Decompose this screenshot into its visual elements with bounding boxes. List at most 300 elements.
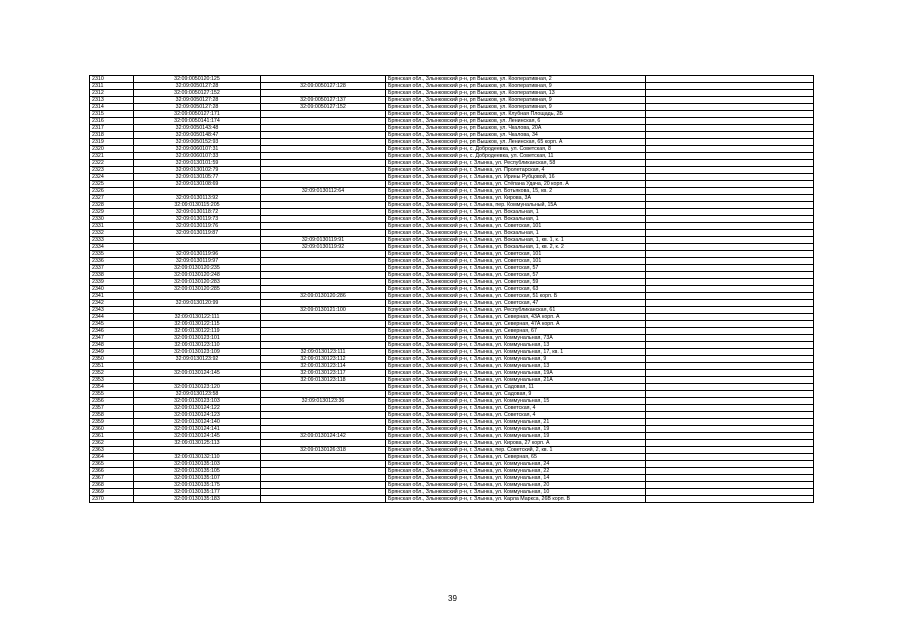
table-row <box>90 90 814 97</box>
address-cell: Брянская обл., Злынковский р-н, г. Злынка, ул. Советская, 101 <box>386 223 646 230</box>
cadastral-number-cell: 32:09:0130101:59 <box>134 160 261 167</box>
table-row <box>90 244 814 251</box>
address-cell: Брянская обл., Злынковский р-н, г. Злынка, ул. Советская, 47 <box>386 300 646 307</box>
row-number-cell: 2338 <box>90 272 134 279</box>
table-row <box>90 97 814 104</box>
cadastral-number-cell: 32:09:0130123:109 <box>134 349 261 356</box>
table-row <box>90 188 814 195</box>
related-cadastral-cell <box>261 181 386 188</box>
related-cadastral-cell <box>261 132 386 139</box>
table-row <box>90 335 814 342</box>
table-row <box>90 391 814 398</box>
related-cadastral-cell: 32:09:0130123:111 <box>261 349 386 356</box>
table-row <box>90 349 814 356</box>
table-row <box>90 384 814 391</box>
cadastral-number-cell: 32:09:0130135:107 <box>134 475 261 482</box>
empty-cell <box>646 377 814 384</box>
address-cell: Брянская обл., Злынковский р-н, г. Злынка, ул. Садовая, 11 <box>386 384 646 391</box>
empty-cell <box>646 279 814 286</box>
table-row <box>90 468 814 475</box>
empty-cell <box>646 188 814 195</box>
address-cell: Брянская обл., Злынковский р-н, г. Злынка, ул. Коммунальная, 19 <box>386 433 646 440</box>
address-cell: Брянская обл., Злынковский р-н, г. Злынка, ул. Советская, 101 <box>386 251 646 258</box>
row-number-cell: 2352 <box>90 370 134 377</box>
address-cell: Брянская обл., Злынковский р-н, г. Злынка, ул. Советская, 57 <box>386 265 646 272</box>
address-cell: Брянская обл., Злынковский р-н, г. Злынка, ул. Ботьякова, 15, кв. 2 <box>386 188 646 195</box>
address-cell: Брянская обл., Злынковский р-н, г. Злынка, ул. Ирины Рубцовой, 16 <box>386 174 646 181</box>
cadastral-number-cell: 32:09:0050127:28 <box>134 97 261 104</box>
empty-cell <box>646 328 814 335</box>
related-cadastral-cell <box>261 384 386 391</box>
address-cell: Брянская обл., Злынковский р-н, г. Злынка, ул. Карла Маркса, 26В корп. В <box>386 496 646 503</box>
cadastral-number-cell: 32:09:0130122:111 <box>134 314 261 321</box>
address-cell: Брянская обл., Злынковский р-н, рп Вышков, ул. Кооперативная, 9 <box>386 104 646 111</box>
cadastral-number-cell: 32:09:0130119:97 <box>134 258 261 265</box>
cadastral-number-cell: 32:09:0130124:141 <box>134 426 261 433</box>
row-number-cell: 2367 <box>90 475 134 482</box>
related-cadastral-cell <box>261 90 386 97</box>
address-cell: Брянская обл., Злынковский р-н, г. Злынка, ул. Коммунальная, 10 <box>386 489 646 496</box>
empty-cell <box>646 419 814 426</box>
related-cadastral-cell <box>261 489 386 496</box>
row-number-cell: 2311 <box>90 83 134 90</box>
table-row <box>90 265 814 272</box>
empty-cell <box>646 489 814 496</box>
related-cadastral-cell <box>261 265 386 272</box>
table-row <box>90 356 814 363</box>
related-cadastral-cell <box>261 440 386 447</box>
related-cadastral-cell <box>261 125 386 132</box>
address-cell: Брянская обл., Злынковский р-н, г. Злынка, ул. Садовая, 9 <box>386 391 646 398</box>
related-cadastral-cell <box>261 139 386 146</box>
related-cadastral-cell <box>261 405 386 412</box>
table-row <box>90 405 814 412</box>
related-cadastral-cell <box>261 258 386 265</box>
related-cadastral-cell <box>261 461 386 468</box>
cadastral-number-cell: 32:09:0130119:76 <box>134 223 261 230</box>
row-number-cell: 2336 <box>90 258 134 265</box>
cadastral-number-cell: 32:09:0050143:48 <box>134 125 261 132</box>
address-cell: Брянская обл., Злынковский р-н, г. Злынка, ул. Советская, 101 <box>386 258 646 265</box>
address-cell: Брянская обл., Злынковский р-н, г. Злынка, ул. Вокзальная, 1, кв. 1, к. 1 <box>386 237 646 244</box>
table-row <box>90 489 814 496</box>
related-cadastral-cell <box>261 202 386 209</box>
address-cell: Брянская обл., Злынковский р-н, г. Злынка, ул. Советская, 59 <box>386 279 646 286</box>
empty-cell <box>646 90 814 97</box>
related-cadastral-cell <box>261 314 386 321</box>
empty-cell <box>646 97 814 104</box>
cadastral-number-cell: 32:09:0130120:99 <box>134 300 261 307</box>
address-cell: Брянская обл., Злынковский р-н, г. Злынка, ул. Коммунальная, 19А <box>386 370 646 377</box>
empty-cell <box>646 412 814 419</box>
empty-cell <box>646 216 814 223</box>
table-row <box>90 482 814 489</box>
table-row <box>90 146 814 153</box>
property-table <box>89 75 814 503</box>
table-row <box>90 83 814 90</box>
row-number-cell: 2325 <box>90 181 134 188</box>
empty-cell <box>646 370 814 377</box>
row-number-cell: 2340 <box>90 286 134 293</box>
empty-cell <box>646 160 814 167</box>
row-number-cell: 2358 <box>90 412 134 419</box>
row-number-cell: 2318 <box>90 132 134 139</box>
address-cell: Брянская обл., Злынковский р-н, с. Добродеевка, ул. Советская, 11 <box>386 153 646 160</box>
table-row <box>90 216 814 223</box>
table-row <box>90 307 814 314</box>
related-cadastral-cell <box>261 216 386 223</box>
empty-cell <box>646 237 814 244</box>
cadastral-number-cell <box>134 363 261 370</box>
table-row <box>90 321 814 328</box>
table-row <box>90 293 814 300</box>
row-number-cell: 2362 <box>90 440 134 447</box>
related-cadastral-cell: 32:09:0050127:137 <box>261 97 386 104</box>
related-cadastral-cell <box>261 496 386 503</box>
cadastral-number-cell: 32:09:0130135:175 <box>134 482 261 489</box>
cadastral-number-cell: 32:09:0130102:79 <box>134 167 261 174</box>
empty-cell <box>646 146 814 153</box>
cadastral-number-cell <box>134 307 261 314</box>
cadastral-number-cell: 32:09:0130123:120 <box>134 384 261 391</box>
address-cell: Брянская обл., Злынковский р-н, г. Злынка, ул. Коммунальная, 20 <box>386 482 646 489</box>
row-number-cell: 2350 <box>90 356 134 363</box>
address-cell: Брянская обл., Злынковский р-н, рп Вышков, ул. Ленинская, 6 <box>386 118 646 125</box>
cadastral-number-cell: 32:09:0050127:28 <box>134 83 261 90</box>
empty-cell <box>646 391 814 398</box>
empty-cell <box>646 496 814 503</box>
cadastral-number-cell: 32:09:0130120:235 <box>134 265 261 272</box>
cadastral-number-cell: 32:09:0130132:110 <box>134 454 261 461</box>
row-number-cell: 2357 <box>90 405 134 412</box>
table-row <box>90 447 814 454</box>
address-cell: Брянская обл., Злынковский р-н, г. Злынка, ул. Коммунальная, 73А <box>386 335 646 342</box>
related-cadastral-cell: 32:09:0130120:286 <box>261 293 386 300</box>
address-cell: Брянская обл., Злынковский р-н, г. Злынка, ул. Коммунальная, 24 <box>386 461 646 468</box>
address-cell: Брянская обл., Злынковский р-н, г. Злынка, ул. Коммунальная, 9 <box>386 356 646 363</box>
related-cadastral-cell <box>261 272 386 279</box>
cadastral-number-cell: 32:09:0130113:92 <box>134 195 261 202</box>
cadastral-number-cell <box>134 293 261 300</box>
address-cell: Брянская обл., Злынковский р-н, рп Вышков, ул. Чкалова, 20А <box>386 125 646 132</box>
related-cadastral-cell <box>261 76 386 83</box>
address-cell: Брянская обл., Злынковский р-н, г. Злынка, ул. Коммунальная, 14 <box>386 475 646 482</box>
row-number-cell: 2331 <box>90 223 134 230</box>
empty-cell <box>646 132 814 139</box>
related-cadastral-cell <box>261 300 386 307</box>
empty-cell <box>646 475 814 482</box>
related-cadastral-cell <box>261 412 386 419</box>
empty-cell <box>646 230 814 237</box>
related-cadastral-cell: 32:09:0130123:117 <box>261 370 386 377</box>
table-row <box>90 426 814 433</box>
row-number-cell: 2335 <box>90 251 134 258</box>
cadastral-number-cell <box>134 377 261 384</box>
cadastral-number-cell <box>134 447 261 454</box>
address-cell: Брянская обл., Злынковский р-н, рп Вышков, ул. Кооперативная, 13 <box>386 90 646 97</box>
related-cadastral-cell <box>261 223 386 230</box>
empty-cell <box>646 153 814 160</box>
row-number-cell: 2328 <box>90 202 134 209</box>
related-cadastral-cell <box>261 328 386 335</box>
address-cell: Брянская обл., Злынковский р-н, г. Злынка, ул. Вокзальная, 1 <box>386 216 646 223</box>
row-number-cell: 2332 <box>90 230 134 237</box>
related-cadastral-cell <box>261 167 386 174</box>
empty-cell <box>646 454 814 461</box>
cadastral-number-cell: 32:09:0130105:77 <box>134 174 261 181</box>
address-cell: Брянская обл., Злынковский р-н, рп Вышков, ул. Клубная Площадь, 2Б <box>386 111 646 118</box>
cadastral-number-cell: 32:09:0130123:101 <box>134 335 261 342</box>
empty-cell <box>646 433 814 440</box>
address-cell: Брянская обл., Злынковский р-н, г. Злынка, ул. Коммунальная, 19 <box>386 426 646 433</box>
row-number-cell: 2319 <box>90 139 134 146</box>
related-cadastral-cell <box>261 454 386 461</box>
cadastral-number-cell: 32:09:0130135:105 <box>134 468 261 475</box>
related-cadastral-cell <box>261 279 386 286</box>
table-row <box>90 398 814 405</box>
empty-cell <box>646 76 814 83</box>
empty-cell <box>646 300 814 307</box>
cadastral-number-cell: 32:09:0130135:183 <box>134 496 261 503</box>
row-number-cell: 2351 <box>90 363 134 370</box>
cadastral-number-cell: 32:09:0060107:33 <box>134 153 261 160</box>
cadastral-number-cell: 32:09:0130124:122 <box>134 405 261 412</box>
table-row <box>90 272 814 279</box>
address-cell: Брянская обл., Злынковский р-н, с. Добродеевка, ул. Советская, 8 <box>386 146 646 153</box>
empty-cell <box>646 251 814 258</box>
row-number-cell: 2337 <box>90 265 134 272</box>
empty-cell <box>646 356 814 363</box>
table-row <box>90 475 814 482</box>
related-cadastral-cell <box>261 482 386 489</box>
row-number-cell: 2330 <box>90 216 134 223</box>
address-cell: Брянская обл., Злынковский р-н, рп Вышков, ул. Кооперативная, 2 <box>386 76 646 83</box>
cadastral-number-cell: 32:09:0130115:205 <box>134 202 261 209</box>
empty-cell <box>646 293 814 300</box>
table-row <box>90 258 814 265</box>
empty-cell <box>646 335 814 342</box>
table-row <box>90 160 814 167</box>
address-cell: Брянская обл., Злынковский р-н, г. Злынка, ул. Коммунальная, 22 <box>386 468 646 475</box>
empty-cell <box>646 181 814 188</box>
cadastral-number-cell: 32:09:0130120:285 <box>134 286 261 293</box>
empty-cell <box>646 363 814 370</box>
cadastral-number-cell <box>134 237 261 244</box>
empty-cell <box>646 258 814 265</box>
address-cell: Брянская обл., Злынковский р-н, г. Злынка, ул. Коммунальная, 17, кв. 1 <box>386 349 646 356</box>
table-row <box>90 174 814 181</box>
row-number-cell: 2322 <box>90 160 134 167</box>
row-number-cell: 2341 <box>90 293 134 300</box>
empty-cell <box>646 223 814 230</box>
related-cadastral-cell: 32:09:0130121:100 <box>261 307 386 314</box>
address-cell: Брянская обл., Злынковский р-н, г. Злынка, ул. Вокзальная, 1 <box>386 230 646 237</box>
related-cadastral-cell <box>261 146 386 153</box>
related-cadastral-cell <box>261 251 386 258</box>
empty-cell <box>646 118 814 125</box>
address-cell: Брянская обл., Злынковский р-н, рп Вышков, ул. Чкалова, 34 <box>386 132 646 139</box>
row-number-cell: 2313 <box>90 97 134 104</box>
row-number-cell: 2312 <box>90 90 134 97</box>
row-number-cell: 2314 <box>90 104 134 111</box>
related-cadastral-cell: 32:09:0130123:112 <box>261 356 386 363</box>
row-number-cell: 2310 <box>90 76 134 83</box>
table-row <box>90 202 814 209</box>
related-cadastral-cell <box>261 118 386 125</box>
empty-cell <box>646 349 814 356</box>
table-row <box>90 454 814 461</box>
row-number-cell: 2348 <box>90 342 134 349</box>
table-row <box>90 300 814 307</box>
table-row <box>90 118 814 125</box>
address-cell: Брянская обл., Злынковский р-н, г. Злынка, ул. Республиканская, 58 <box>386 160 646 167</box>
cadastral-number-cell: 32:09:0130108:69 <box>134 181 261 188</box>
row-number-cell: 2364 <box>90 454 134 461</box>
table-row <box>90 209 814 216</box>
address-cell: Брянская обл., Злынковский р-н, г. Злынка, ул. Коммунальная, 21 <box>386 419 646 426</box>
related-cadastral-cell <box>261 153 386 160</box>
empty-cell <box>646 244 814 251</box>
table-row <box>90 132 814 139</box>
address-cell: Брянская обл., Злынковский р-н, рп Вышков, ул. Кооперативная, 9 <box>386 83 646 90</box>
table-row <box>90 111 814 118</box>
row-number-cell: 2346 <box>90 328 134 335</box>
table-body <box>90 76 814 503</box>
row-number-cell: 2344 <box>90 314 134 321</box>
empty-cell <box>646 314 814 321</box>
related-cadastral-cell <box>261 426 386 433</box>
table-row <box>90 125 814 132</box>
row-number-cell: 2347 <box>90 335 134 342</box>
address-cell: Брянская обл., Злынковский р-н, г. Злынка, ул. Вокзальная, 1, кв. 2, к. 2 <box>386 244 646 251</box>
related-cadastral-cell: 32:09:0050127:128 <box>261 83 386 90</box>
row-number-cell: 2359 <box>90 419 134 426</box>
empty-cell <box>646 482 814 489</box>
related-cadastral-cell: 32:09:0130124:142 <box>261 433 386 440</box>
address-cell: Брянская обл., Злынковский р-н, г. Злынка, ул. Северная, 43А корп. А <box>386 314 646 321</box>
empty-cell <box>646 202 814 209</box>
empty-cell <box>646 111 814 118</box>
cadastral-number-cell <box>134 188 261 195</box>
table-row <box>90 279 814 286</box>
table-row <box>90 167 814 174</box>
address-cell: Брянская обл., Злынковский р-н, г. Злынка, ул. Коммунальная, 21А <box>386 377 646 384</box>
table-row <box>90 342 814 349</box>
table-row <box>90 230 814 237</box>
table-row <box>90 181 814 188</box>
row-number-cell: 2320 <box>90 146 134 153</box>
empty-cell <box>646 426 814 433</box>
empty-cell <box>646 125 814 132</box>
cadastral-number-cell: 32:09:0050152:93 <box>134 139 261 146</box>
address-cell: Брянская обл., Злынковский р-н, г. Злынка, ул. Республиканская, 61 <box>386 307 646 314</box>
empty-cell <box>646 468 814 475</box>
row-number-cell: 2315 <box>90 111 134 118</box>
cadastral-number-cell: 32:09:0130123:103 <box>134 398 261 405</box>
related-cadastral-cell <box>261 160 386 167</box>
related-cadastral-cell: 32:09:0130126:318 <box>261 447 386 454</box>
row-number-cell: 2370 <box>90 496 134 503</box>
related-cadastral-cell <box>261 286 386 293</box>
address-cell: Брянская обл., Злынковский р-н, г. Злынка, ул. Коммунальная, 13 <box>386 363 646 370</box>
table-row <box>90 223 814 230</box>
address-cell: Брянская обл., Злынковский р-н, г. Злынка, ул. Советская, 51 корп. Б <box>386 293 646 300</box>
empty-cell <box>646 447 814 454</box>
row-number-cell: 2366 <box>90 468 134 475</box>
row-number-cell: 2321 <box>90 153 134 160</box>
cadastral-number-cell: 32:09:0130135:177 <box>134 489 261 496</box>
cadastral-number-cell: 32:09:0130120:248 <box>134 272 261 279</box>
related-cadastral-cell: 32:09:0130119:91 <box>261 237 386 244</box>
table-row <box>90 139 814 146</box>
related-cadastral-cell <box>261 335 386 342</box>
cadastral-number-cell: 32:09:0130124:123 <box>134 412 261 419</box>
related-cadastral-cell <box>261 321 386 328</box>
address-cell: Брянская обл., Злынковский р-н, г. Злынка, ул. Вокзальная, 1 <box>386 209 646 216</box>
empty-cell <box>646 272 814 279</box>
address-cell: Брянская обл., Злынковский р-н, г. Злынка, пер. Коммунальный, 15А <box>386 202 646 209</box>
empty-cell <box>646 321 814 328</box>
cadastral-number-cell: 32:09:0130120:283 <box>134 279 261 286</box>
address-cell: Брянская обл., Злынковский р-н, г. Злынка, ул. Кирова, 3А <box>386 195 646 202</box>
empty-cell <box>646 384 814 391</box>
row-number-cell: 2342 <box>90 300 134 307</box>
empty-cell <box>646 83 814 90</box>
table-row <box>90 377 814 384</box>
address-cell: Брянская обл., Злынковский р-н, г. Злынка, ул. Советская, 4 <box>386 412 646 419</box>
row-number-cell: 2345 <box>90 321 134 328</box>
table-row <box>90 237 814 244</box>
row-number-cell: 2356 <box>90 398 134 405</box>
empty-cell <box>646 461 814 468</box>
empty-cell <box>646 405 814 412</box>
related-cadastral-cell: 32:09:0050127:152 <box>261 104 386 111</box>
row-number-cell: 2343 <box>90 307 134 314</box>
row-number-cell: 2329 <box>90 209 134 216</box>
row-number-cell: 2368 <box>90 482 134 489</box>
cadastral-number-cell: 32:09:0050127:152 <box>134 90 261 97</box>
row-number-cell: 2361 <box>90 433 134 440</box>
cadastral-number-cell: 32:09:0130119:73 <box>134 216 261 223</box>
related-cadastral-cell: 32:09:0130119:92 <box>261 244 386 251</box>
address-cell: Брянская обл., Злынковский р-н, рп Вышков, ул. Ленинская, 65 корп. А <box>386 139 646 146</box>
row-number-cell: 2353 <box>90 377 134 384</box>
related-cadastral-cell <box>261 468 386 475</box>
table-row <box>90 419 814 426</box>
table-row <box>90 461 814 468</box>
address-cell: Брянская обл., Злынковский р-н, г. Злынка, пер. Советский, 2, кв. 1 <box>386 447 646 454</box>
cadastral-number-cell: 32:09:0050127:171 <box>134 111 261 118</box>
row-number-cell: 2349 <box>90 349 134 356</box>
address-cell: Брянская обл., Злынковский р-н, г. Злынка, ул. Советская, 4 <box>386 405 646 412</box>
address-cell: Брянская обл., Злынковский р-н, рп Вышков, ул. Кооперативная, 9 <box>386 97 646 104</box>
table-row <box>90 76 814 83</box>
table-row <box>90 314 814 321</box>
empty-cell <box>646 139 814 146</box>
cadastral-number-cell: 32:09:0130124:140 <box>134 419 261 426</box>
table-row <box>90 433 814 440</box>
row-number-cell: 2317 <box>90 125 134 132</box>
table-row <box>90 153 814 160</box>
empty-cell <box>646 342 814 349</box>
related-cadastral-cell <box>261 419 386 426</box>
address-cell: Брянская обл., Злынковский р-н, г. Злынка, ул. Советская, 63 <box>386 286 646 293</box>
address-cell: Брянская обл., Злынковский р-н, г. Злынка, ул. Северная, 67 <box>386 328 646 335</box>
table-row <box>90 370 814 377</box>
related-cadastral-cell <box>261 230 386 237</box>
cadastral-number-cell: 32:09:0130123:58 <box>134 391 261 398</box>
page-number: 39 <box>448 594 457 603</box>
